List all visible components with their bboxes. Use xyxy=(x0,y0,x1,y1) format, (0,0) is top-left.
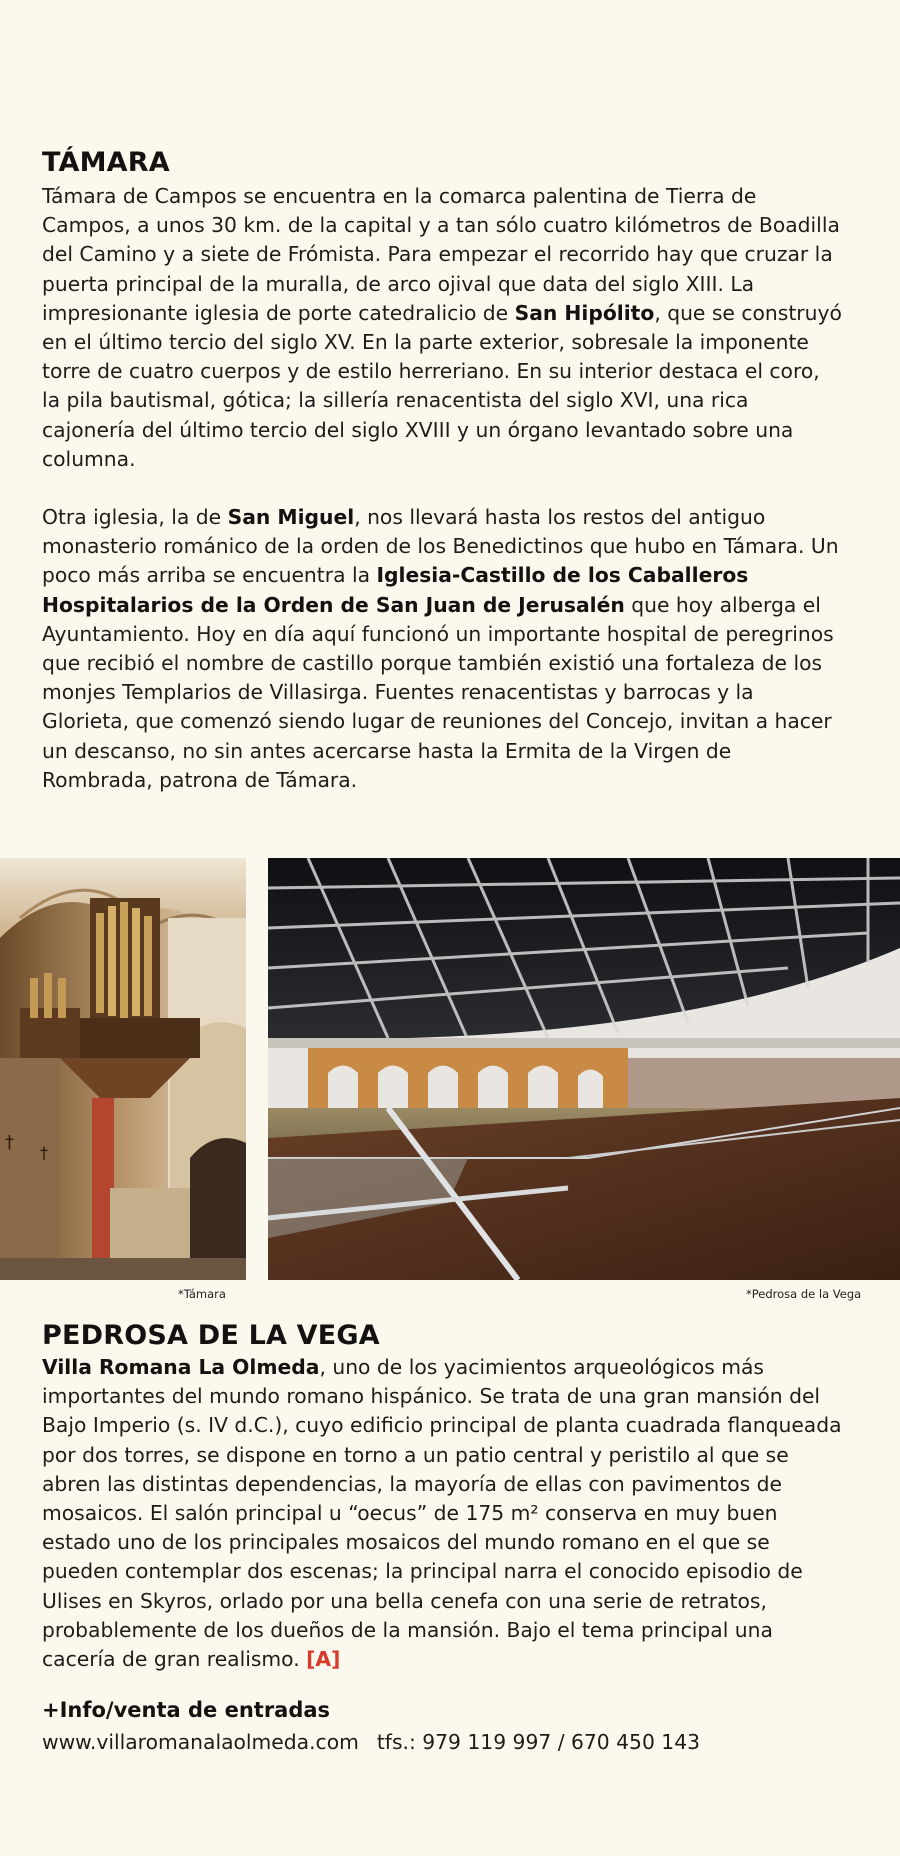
website-link[interactable]: www.villaromanalaolmeda.com xyxy=(42,1730,359,1755)
section-title-tamara: TÁMARA xyxy=(42,147,170,178)
text-run: Otra iglesia, la de xyxy=(42,505,228,530)
text-run: , que se construyó en el último tercio del siglo XV. En la parte exterior, sobresale la imponente torre de cuatro cuerpos y de estilo herreriano. En su interior destaca el coro, la pila bautismal, gótica; la sillería renacentista del siglo XVI, una rica cajonería del último tercio del siglo XVIII y un órgano levantado sobre una columna. xyxy=(42,300,842,471)
section-title-pedrosa: PEDROSA DE LA VEGA xyxy=(42,1320,380,1351)
section-pedrosa xyxy=(42,1319,842,1754)
bold-iglesia-castillo: Iglesia-Castillo de los Caballeros Hospitalarios de la Orden de San Juan de Jerusalén xyxy=(42,563,749,617)
photo-la-olmeda xyxy=(268,858,900,1280)
organ-photo-illustration xyxy=(0,858,246,1280)
olmeda-photo-illustration xyxy=(268,858,900,1280)
phone-numbers: tfs.: 979 119 997 / 670 450 143 xyxy=(376,1730,701,1755)
paragraph-tamara-2 xyxy=(42,503,842,795)
caption-pedrosa: *Pedrosa de la Vega xyxy=(746,1287,862,1301)
caption-tamara: *Támara xyxy=(178,1287,226,1301)
section-tamara xyxy=(42,146,842,795)
info-heading: +Info/venta de entradas xyxy=(42,1698,331,1723)
reference-marker: [A] xyxy=(306,1647,341,1672)
text-run: que hoy alberga el Ayuntamiento. Hoy en día aquí funcionó un importante hospital de peregrinos que recibió el nombre de castillo porque también existió una fortaleza de los monjes Templarios de Villasirga. Fuentes renacentistas y barrocas y la Glorieta, que comenzó siendo lugar de reuniones del Concejo, invitan a hacer un descanso, no sin antes acercarse hasta la Ermita de la Virgen de Rombrada, patrona de Támara. xyxy=(42,592,834,792)
bold-san-hipolito: San Hipólito xyxy=(514,300,655,325)
info-contact-line xyxy=(42,1730,842,1754)
text-run: Támara de Campos se encuentra en la comarca palentina de Tierra de Campos, a unos 30 km. de la capital y a tan sólo cuatro kilómetros de Boadilla del Camino y a siete de Frómista. Para empezar el recorrido hay que cruzar la puerta principal de la muralla, de arco ojival que data del siglo XIII. La impresionante iglesia de porte catedralicio de xyxy=(42,184,840,325)
paragraph-tamara-1 xyxy=(42,182,842,474)
text-run: , uno de los yacimientos arqueológicos más importantes del mundo romano hispánico. Se trata de una gran mansión del Bajo Imperio (s. IV d.C.), cuyo edificio principal de planta cuadrada flanqueada por dos torres, se dispone en torno a un patio central y peristilo al que se abren las distintas dependencias, la mayoría de ellas con pavimentos de mosaicos. El salón principal u “oecus” de 175 m² conserva en muy buen estado uno de los principales mosaicos del mundo romano en el que se pueden contemplar dos escenas; la principal narra el conocido episodio de Ulises en Skyros, orlado por una bella cenefa con una serie de retratos, probablemente de los dueños de la mansión. Bajo el tema principal una cacería de gran realismo. xyxy=(42,1355,842,1672)
svg-text:†: † xyxy=(5,1132,14,1153)
bold-villa-romana: Villa Romana La Olmeda xyxy=(42,1355,320,1379)
svg-text:†: † xyxy=(40,1143,48,1162)
photo-tamara-organ xyxy=(0,858,246,1280)
bold-san-miguel: San Miguel xyxy=(227,505,355,530)
text-run: , nos llevará hasta los restos del antiguo monasterio románico de la orden de los Benedictinos que hubo en Támara. Un poco más arriba se encuentra la xyxy=(42,505,839,588)
paragraph-pedrosa-1 xyxy=(42,1353,842,1674)
